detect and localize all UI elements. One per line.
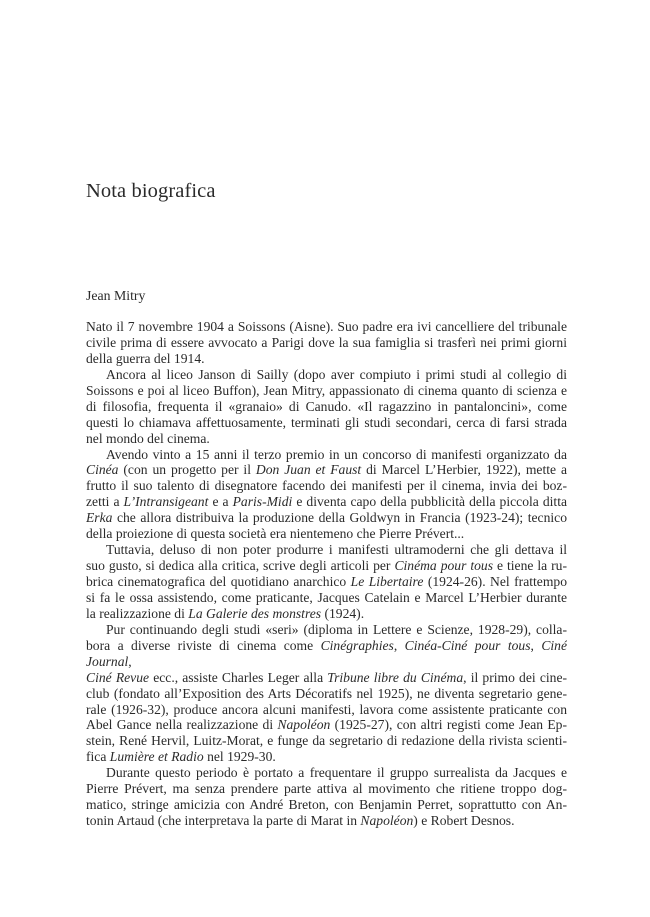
text-line [86, 638, 567, 670]
text-line [86, 462, 567, 478]
text-line [86, 686, 567, 702]
text-line [86, 351, 567, 367]
text-segment: questi lo chiamava affettuosamente, terminati gli studi secondari, cerca di farsi strada [86, 414, 567, 430]
text-segment: di filosofia, frequenta il «granaio» di Canudo. «Il ragazzino in pantaloncini», come [86, 398, 567, 414]
text-line [86, 797, 567, 813]
text-segment: , [530, 637, 542, 653]
italic-title: Le Libertaire [350, 574, 424, 589]
paragraph [86, 447, 567, 543]
text-line [86, 702, 567, 718]
paragraph [86, 367, 567, 447]
text-segment: e diventa capo della pubblicità della piccola ditta [292, 494, 567, 510]
text-line [86, 319, 567, 335]
text-segment: ) e Robert Desnos. [413, 813, 515, 829]
text-segment: tonin Artaud (che interpretava la parte di Marat in [86, 813, 361, 829]
text-line [86, 781, 567, 797]
text-line [86, 335, 567, 351]
text-segment: suo gusto, si dedica alla critica, scrive degli articoli per [86, 558, 395, 574]
text-segment: civile prima di essere avvocato a Parigi dove la sua famiglia si trasferì nei primi giorni [86, 334, 567, 350]
text-segment: nel 1929-30. [203, 749, 276, 765]
text-line [86, 558, 567, 574]
italic-title: Cinéma pour tous [394, 558, 494, 574]
text-line [86, 367, 567, 383]
text-segment: stein, René Hervil, Luitz-Morat, e funge da segretario di redazione della rivista scienti- [86, 733, 567, 749]
text-segment: rale (1926-32), produce ancora alcuni manifesti, lavora come assistente praticante con [86, 701, 567, 717]
text-segment: matico, stringe amicizia con André Breton, con Benjamin Perret, soprattutto con An- [86, 797, 567, 813]
text-line [86, 542, 567, 558]
text-segment: della guerra del 1914. [86, 350, 205, 366]
text-line [86, 749, 567, 765]
text-segment: nel mondo del cinema. [86, 430, 210, 446]
text-segment: zetti a [86, 494, 124, 510]
paragraph [86, 542, 567, 622]
text-segment: della proiezione di questa società era nientemeno che Pierre Prévert... [86, 526, 465, 542]
text-line [86, 478, 567, 494]
italic-title: Paris-Midi [232, 494, 293, 510]
text-line [86, 447, 567, 463]
text-segment: Durante questo periodo è portato a frequentare il gruppo surrealista da Jacques e [106, 765, 567, 781]
italic-title: Cinégraphies [320, 637, 394, 653]
text-segment: bora a diverse riviste di cinema come [86, 637, 321, 653]
text-line [86, 510, 567, 526]
biography-text [86, 319, 567, 829]
text-line [86, 590, 567, 606]
text-line [86, 383, 567, 399]
text-segment: Soissons e poi al liceo Buffon), Jean Mitry, appassionato di cinema quanto di scienza e [86, 382, 567, 398]
italic-title: Lumière et Radio [109, 749, 204, 765]
italic-title: Ciné Revue [86, 669, 150, 685]
text-line [86, 574, 567, 590]
italic-title: Cinéa-Ciné pour tous [404, 637, 531, 653]
text-segment: e a [208, 494, 233, 510]
text-segment: Pur continuando degli studi «seri» (diploma in Lettere e Scienze, 1928-29), colla- [106, 621, 567, 637]
text-line [86, 415, 567, 431]
section-author-heading: Jean Mitry [86, 288, 146, 303]
text-segment: (1924). [321, 605, 365, 621]
text-segment: che allora distribuiva la produzione della Goldwyn in Francia (1923-24); tecnico [112, 510, 567, 526]
text-segment: si fa le ossa assistendo, come praticante, Jacques Catelain e Marcel L’Herbier durante [86, 589, 567, 605]
text-segment: Tuttavia, deluso di non poter produrre i manifesti ultramoderni che gli dettava il [106, 542, 567, 558]
text-line [86, 765, 567, 781]
text-line [86, 717, 567, 733]
text-segment: , il primo dei cine- [463, 669, 567, 685]
text-line [86, 733, 567, 749]
text-line [86, 526, 567, 542]
italic-title: Tribune libre du Cinéma [327, 669, 464, 685]
text-line [86, 399, 567, 415]
text-segment: (con un progetto per il [118, 462, 256, 478]
text-line [86, 431, 567, 447]
italic-title: La Galerie des monstres [188, 605, 322, 621]
text-segment: , [393, 637, 405, 653]
text-segment: di Marcel L’Herbier, 1922), mette a [361, 462, 567, 478]
text-segment: frutto il suo talento di disegnatore facendo dei manifesti per il cinema, invia dei boz- [86, 478, 567, 494]
text-segment: brica cinematografica del quotidiano anarchico [86, 574, 351, 589]
italic-title: Cinéa [86, 462, 119, 478]
paragraph [86, 622, 567, 765]
text-line [86, 622, 567, 638]
italic-title: L’Intransigeant [123, 494, 209, 510]
text-segment: Avendo vinto a 15 anni il terzo premio in un concorso di manifesti organizzato da [106, 446, 567, 462]
page-title: Nota biografica [86, 180, 216, 202]
text-segment: fica [86, 749, 110, 765]
text-segment: Abel Gance nella realizzazione di [86, 717, 278, 733]
italic-title: Erka [86, 510, 113, 526]
text-segment: Ancora al liceo Janson di Sailly (dopo aver compiuto i primi studi al collegio di [106, 366, 567, 382]
text-line [86, 670, 567, 686]
text-segment: club (fondato all’Exposition des Arts Décoratifs nel 1925), ne diventa segretario gene- [86, 685, 567, 701]
text-line [86, 606, 567, 622]
text-segment: la realizzazione di [86, 605, 189, 621]
text-segment: , [128, 653, 132, 669]
italic-title: Ciné Journal [86, 637, 567, 669]
text-segment: (1924-26). Nel frattempo [423, 574, 567, 589]
italic-title: Napoléon [360, 813, 414, 829]
text-segment: ecc., assiste Charles Leger alla [149, 669, 328, 685]
text-segment: e tiene la ru- [493, 558, 567, 574]
text-segment: (1925-27), con altri registi come Jean Ep- [330, 717, 567, 733]
italic-title: Don Juan et Faust [255, 462, 362, 478]
italic-title: Napoléon [277, 717, 331, 733]
text-line [86, 494, 567, 510]
text-segment: Pierre Prévert, ma senza prendere parte attiva al movimento che ritiene troppo dog- [86, 781, 567, 797]
paragraph [86, 319, 567, 367]
text-segment: Nato il 7 novembre 1904 a Soissons (Aisne). Suo padre era ivi cancelliere del tribunale [86, 319, 567, 334]
paragraph [86, 765, 567, 829]
text-line [86, 813, 567, 829]
